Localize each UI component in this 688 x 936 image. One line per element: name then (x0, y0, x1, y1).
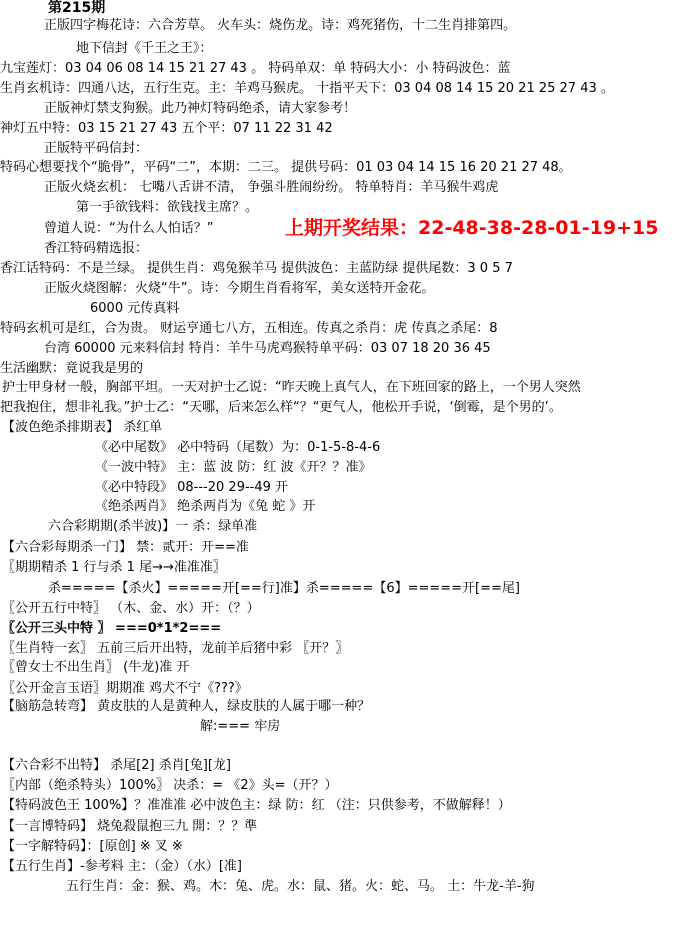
last-result-banner: 上期开奖结果：22-48-38-28-01-19+15 (285, 217, 659, 239)
text-line: 地下信封《千王之王》： (76, 41, 213, 56)
text-line: 正版四字梅花诗：六合芳草。 火车头：烧伤龙。诗：鸡死猪伤，十二生肖排第四。 (44, 18, 517, 33)
issue-title: 第215期 (48, 0, 106, 16)
text-line: 【波色绝杀排期表】 杀红单 (2, 420, 163, 435)
text-line: 台湾 60000 元来料信封 特肖：羊牛马虎鸡猴特单平码：03 07 18 20 36 45 (44, 341, 491, 356)
text-line: 生肖玄机诗：四通八达，五行生克。主：羊鸡马猴虎。 十指平天下：03 04 08 14 15 20 21 25 27 43 。 (0, 81, 614, 96)
text-line: 〖期期精杀 1 行与杀 1 尾→→准准准〗 (2, 560, 226, 575)
text-line: 把我抱住，想非礼我。”护士乙：“天哪，后来怎么样“？“更气人，他松开手说，‘倒霉，是个男的’。 (0, 400, 562, 415)
text-line: 〖公开三头中特 〗 ===0*1*2=== (2, 621, 222, 636)
text-line: 特码心想要找个“脆骨”，平码“二”，本期：二三。 提供号码：01 03 04 14 15 16 20 21 27 48。 (0, 160, 572, 175)
text-line: 五行生肖：金：猴、鸡。木：兔、虎。水：鼠、猪。火：蛇、马。 土：牛龙-羊-狗 (66, 879, 535, 894)
text-line: 香江特码精选报： (44, 241, 149, 256)
text-line: 【一言博特码】 烧兔殺鼠抱三九 開：？？準 (2, 819, 258, 834)
text-line: 六合彩期期(杀半波)】一 杀：绿单准 (48, 519, 258, 534)
text-line: 特码玄机可是红，合为贵。 财运亨通七八方，五相连。传真之杀肖：虎 传真之杀尾：8 (0, 321, 498, 336)
text-line: 【特码波色王 100%】？准准准 必中波色主：绿 防：红 （注：只供参考，不做解释！） (2, 798, 511, 813)
text-line: 正版火烧玄机： 七嘴八舌讲不清， 争强斗胜闹纷纷。 特单特肖：羊马猴牛鸡虎 (44, 180, 499, 195)
text-line: 正版火烧图解：火烧“牛”。诗：今期生肖看将军，美女送特开金花。 (44, 281, 435, 296)
text-line: 正版特平码信封： (44, 141, 149, 156)
text-line: 6000 元传真料 (90, 301, 180, 316)
text-line: 正版神灯禁支狗猴。此乃神灯特码绝杀，请大家参考！ (44, 101, 357, 116)
text-line: 【一字解特码】：[原创] ※ 叉 ※ (2, 839, 183, 854)
text-line: 《必中特段》 08---20 29--49 开 (95, 480, 289, 495)
text-line: 〖公开五行中特〗 （木、金、水）开：（？） (2, 601, 260, 616)
text-line: 香江话特码：不是兰绿。 提供生肖：鸡兔猴羊马 提供波色：主蓝防绿 提供尾数：3 0 5 7 (0, 261, 513, 276)
text-line: 《必中尾数》 必中特码（尾数）为：0-1-5-8-4-6 (95, 440, 381, 455)
text-line: 【脑筋急转弯】 黄皮肤的人是黄种人，绿皮肤的人属于哪一种？ (2, 699, 371, 714)
text-line: 〖内部（绝杀特头）100%〗 决杀：= 《2》头=（开？） (2, 778, 338, 793)
text-line: 《一波中特》 主：蓝 波 防：红 波《开？？准》 (95, 460, 372, 475)
text-line: 〖曾女士不出生肖〗 (牛龙)准 开 (2, 660, 190, 675)
text-line: 第一手欲钱料：欲钱找主席？。 (76, 200, 259, 215)
text-line: 神灯五中特：03 15 21 27 43 五个平：07 11 22 31 42 (0, 121, 333, 136)
text-line: 杀=====【杀火】=====开[==行]准】杀=====【6】=====开[==尾] (48, 581, 520, 596)
text-line: 曾道人说：“为什么人怕话？” (44, 221, 214, 236)
text-line: 【五行生肖】-参考料 主：（金）（水）[准] (2, 859, 242, 874)
text-line: 护士甲身材一般，胸部平坦。一天对护士乙说：“昨天晚上真气人，在下班回家的路上，一个男人突然 (2, 380, 581, 395)
text-line: 〖公开金言玉语〗期期准 鸡犬不宁《???》 (2, 681, 248, 696)
text-line: 《绝杀两肖》 绝杀两肖为《兔 蛇 》开 (95, 499, 316, 514)
text-line: 解:=== 牢房 (200, 719, 281, 734)
text-line: 生活幽默：竟说我是男的 (0, 361, 144, 376)
text-line: 【六合彩不出特】 杀尾[2] 杀肖[兔][龙] (2, 758, 231, 773)
text-line: 〖生肖特一玄〗 五前三后开出特，龙前羊后猪中彩 〖开？〗 (2, 641, 349, 656)
text-line: 【六合彩每期杀一门】 禁：贰开：开==准 (2, 540, 249, 555)
text-line: 九宝莲灯：03 04 06 08 14 15 21 27 43 。 特码单双：单 特码大小：小 特码波色：蓝 (0, 61, 511, 76)
